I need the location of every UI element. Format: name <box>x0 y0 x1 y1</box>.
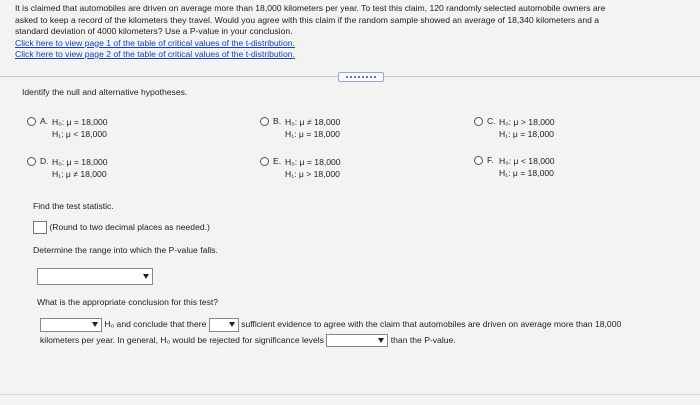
caret-down-icon <box>92 322 98 327</box>
caret-down-icon <box>229 322 235 327</box>
option-d-h1: H₁: μ ≠ 18,000 <box>52 169 107 179</box>
option-d[interactable]: D. H₀: μ = 18,000 H₁: μ ≠ 18,000 <box>27 156 108 180</box>
option-e[interactable]: E. H₀: μ = 18,000 H₁: μ > 18,000 <box>260 156 341 180</box>
conclusion-line-2 <box>40 333 456 347</box>
option-c-h0: H₀: μ > 18,000 <box>499 117 555 127</box>
t-table-page2-link[interactable]: Click here to view page 2 of the table of critical values of the t-distribution. <box>15 49 295 59</box>
option-a-h0: H₀: μ = 18,000 <box>52 117 108 127</box>
q2-prompt: Find the test statistic. <box>33 201 114 211</box>
problem-line-2: asked to keep a record of the kilometers they travel. Would you agree with this claim if the random sample showed an average of 18,340 kilometers and a <box>15 14 600 25</box>
significance-compare-select[interactable] <box>326 334 388 347</box>
ellipsis-icon <box>346 76 376 78</box>
option-e-h0: H₀: μ = 18,000 <box>285 157 341 167</box>
option-c[interactable]: C. H₀: μ > 18,000 H₁: μ = 18,000 <box>474 116 555 140</box>
t-table-page1-link[interactable]: Click here to view page 1 of the table of critical values of the t-distribution. <box>15 37 295 48</box>
caret-down-icon <box>143 274 149 279</box>
radio-a[interactable] <box>27 117 36 126</box>
expand-button[interactable] <box>338 72 384 82</box>
conclusion-text-1: H₀ and conclude that there <box>104 319 207 329</box>
radio-e[interactable] <box>260 157 269 166</box>
option-a[interactable]: A. H₀: μ = 18,000 H₁: μ < 18,000 <box>27 116 108 140</box>
option-f-h1: H₁: μ = 18,000 <box>499 168 554 178</box>
radio-f[interactable] <box>474 156 483 165</box>
q1-prompt: Identify the null and alternative hypotheses. <box>22 87 188 97</box>
option-a-h1: H₁: μ < 18,000 <box>52 129 107 139</box>
problem-line-3: standard deviation of 4000 kilometers? Use a P-value in your conclusion. <box>15 26 293 36</box>
q3-prompt: Determine the range into which the P-value falls. <box>33 245 218 255</box>
option-d-h0: H₀: μ = 18,000 <box>52 157 108 167</box>
option-f[interactable]: F. H₀: μ < 18,000 H₁: μ = 18,000 <box>474 155 555 179</box>
reject-decision-select[interactable] <box>40 318 102 332</box>
caret-down-icon <box>378 338 384 343</box>
problem-line-1: It is claimed that automobiles are driven on average more than 18,000 kilometers per year. To test this claim, 120 randomly selected automobile owners are <box>15 3 606 13</box>
test-statistic-row <box>33 221 210 234</box>
radio-d[interactable] <box>27 157 36 166</box>
problem-statement <box>15 3 687 61</box>
option-c-h1: H₁: μ = 18,000 <box>499 129 554 139</box>
radio-b[interactable] <box>260 117 269 126</box>
option-b[interactable]: B. H₀: μ ≠ 18,000 H₁: μ = 18,000 <box>260 116 340 140</box>
option-b-h1: H₁: μ = 18,000 <box>285 129 340 139</box>
p-value-range-select[interactable] <box>37 268 153 285</box>
rounding-note: (Round to two decimal places as needed.) <box>49 222 210 232</box>
option-e-h1: H₁: μ > 18,000 <box>285 169 340 179</box>
radio-c[interactable] <box>474 117 483 126</box>
conclusion-line-1 <box>40 317 621 332</box>
conclusion-text-2: sufficient evidence to agree with the claim that automobiles are driven on average more than 18,000 <box>241 319 622 329</box>
conclusion-text-3: kilometers per year. In general, H₀ would be rejected for significance levels <box>40 335 324 345</box>
conclusion-text-4: than the P-value. <box>390 335 456 345</box>
option-f-h0: H₀: μ < 18,000 <box>499 156 555 166</box>
q4-prompt: What is the appropriate conclusion for this test? <box>37 297 219 307</box>
evidence-select[interactable] <box>209 318 239 332</box>
bottom-divider <box>0 394 700 395</box>
option-b-h0: H₀: μ ≠ 18,000 <box>285 117 341 127</box>
test-statistic-input[interactable] <box>33 221 47 234</box>
